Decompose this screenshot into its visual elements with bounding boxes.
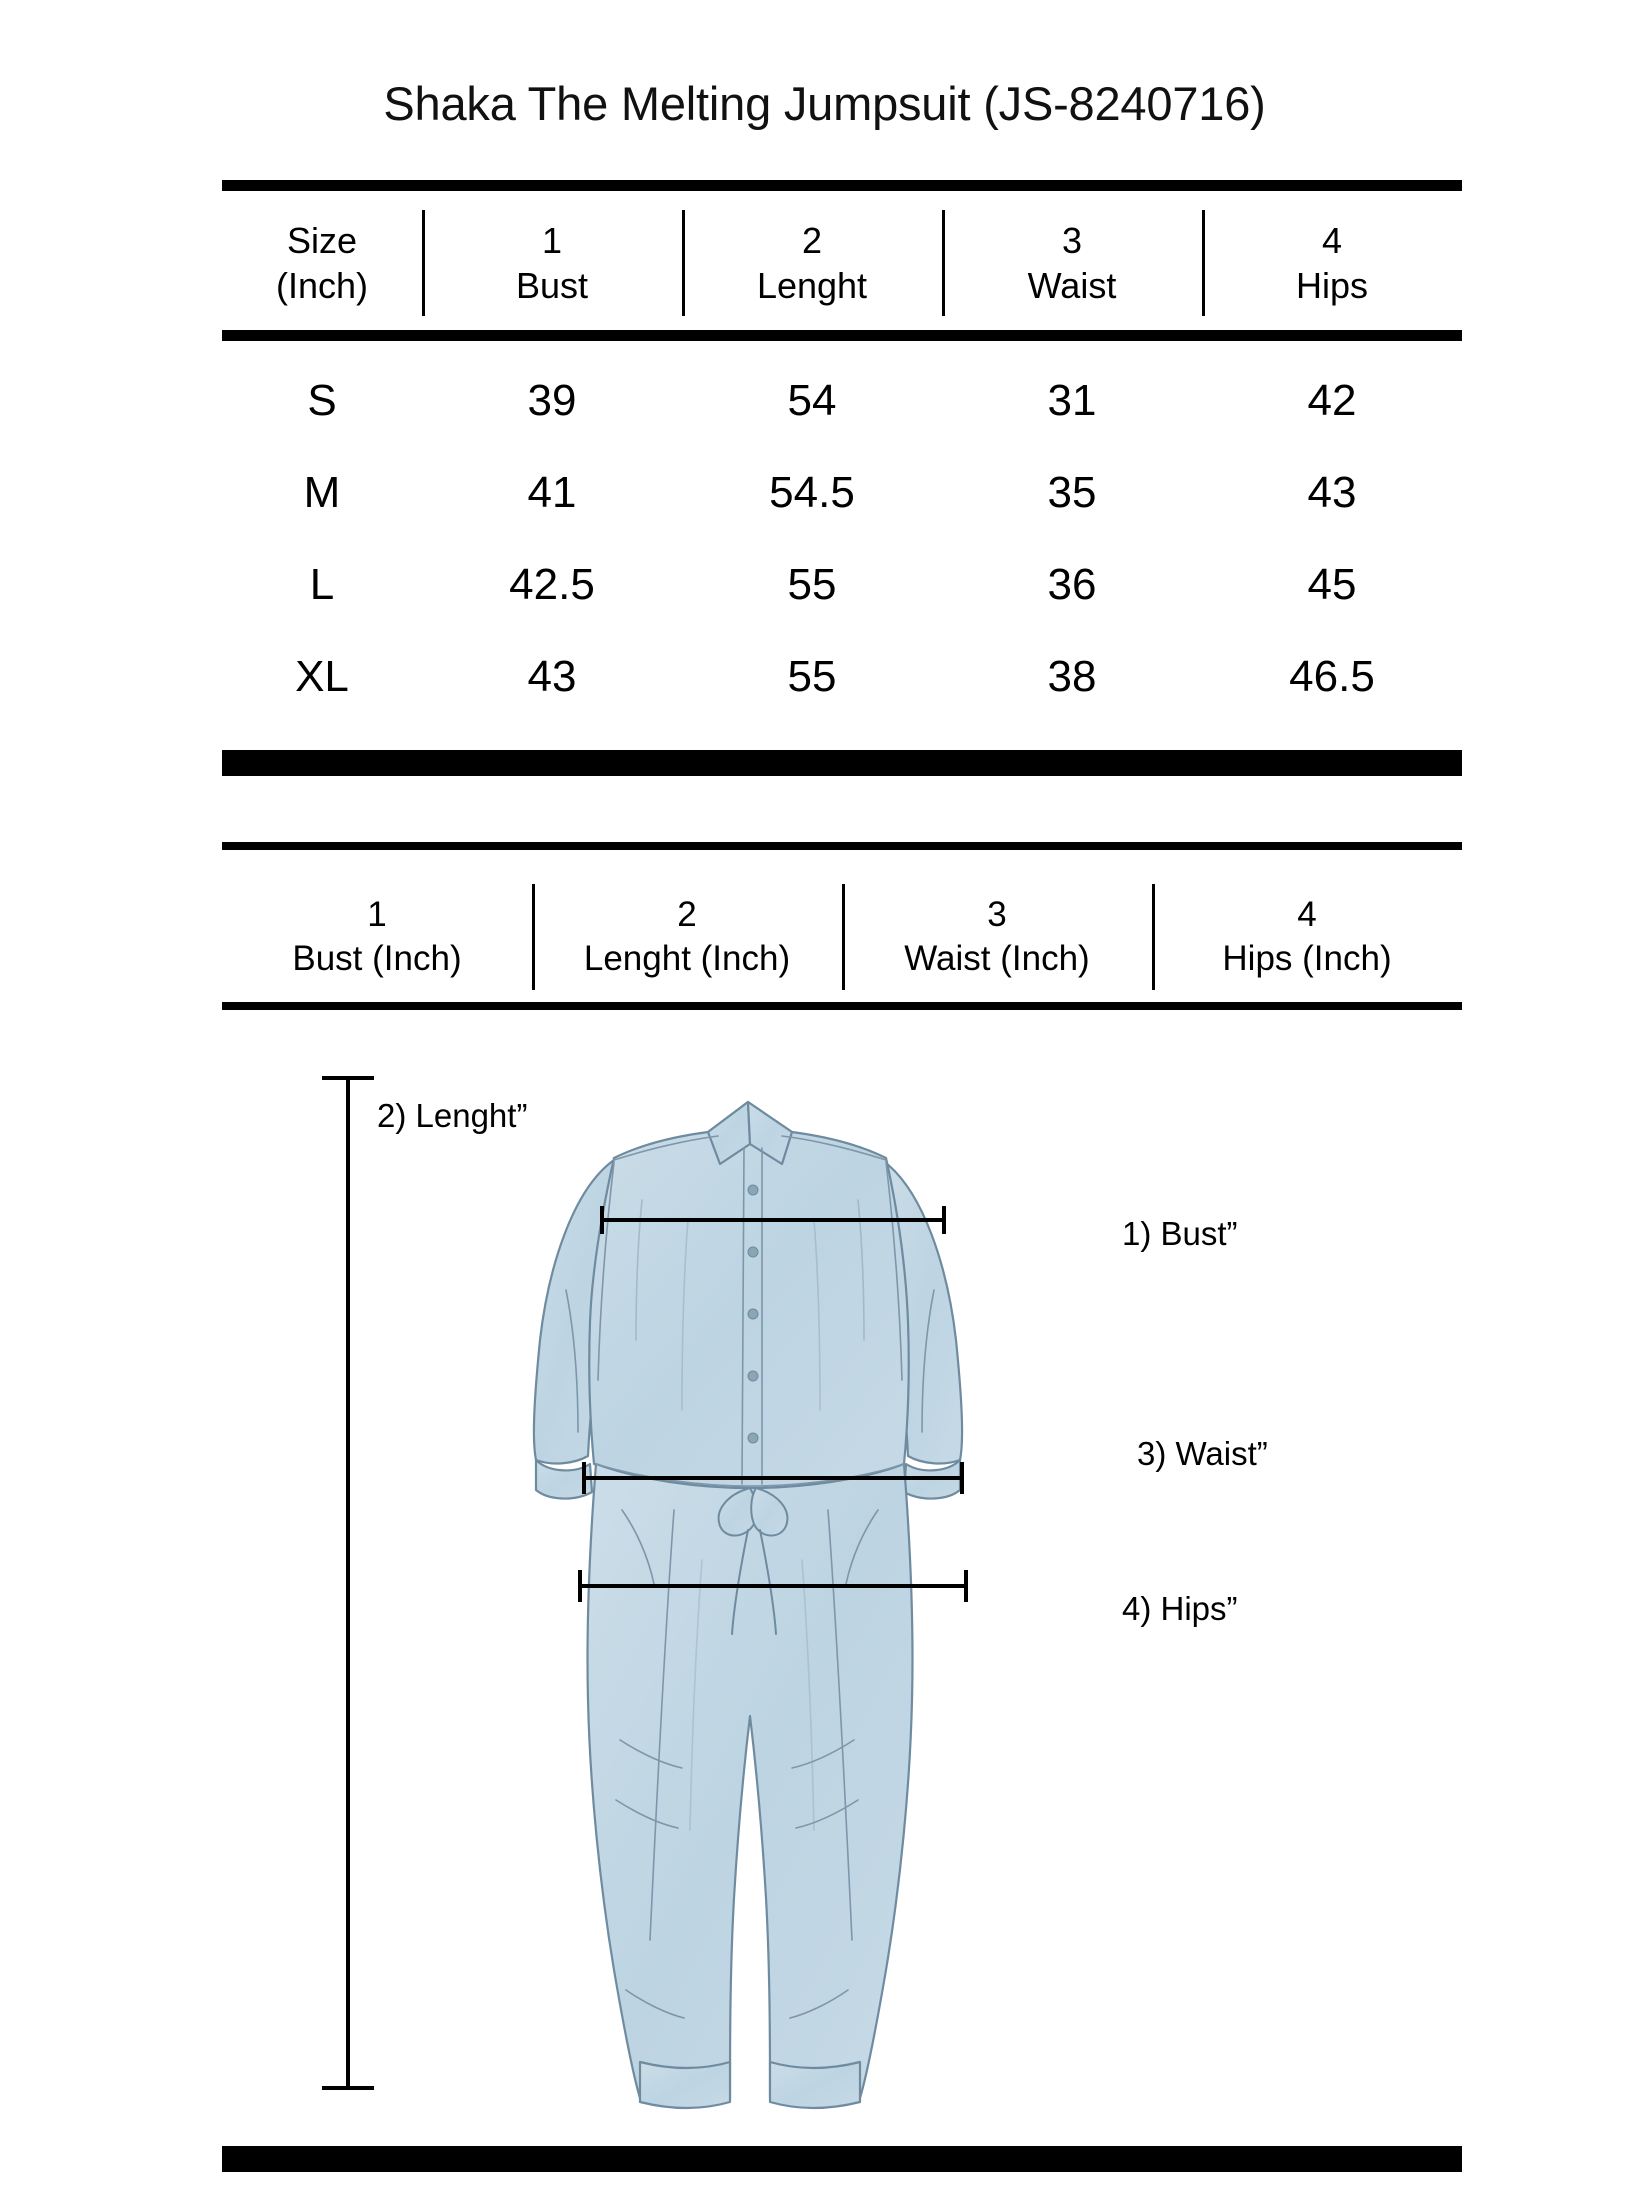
header-waist-label: Waist: [1027, 265, 1117, 306]
header-cell-size: [222, 198, 422, 328]
legend-bust-number: 1: [367, 895, 387, 935]
column-divider: [532, 884, 535, 990]
legend-top-rule: [222, 842, 1462, 850]
label-length: 2) Lenght”: [377, 1097, 528, 1134]
cell-waist: 35: [1047, 468, 1097, 517]
label-waist: 3) Waist”: [1137, 1435, 1268, 1472]
legend-cell-hips: [1152, 872, 1462, 1002]
header-hips-label: Hips: [1295, 265, 1369, 306]
label-hips: 4) Hips”: [1122, 1590, 1238, 1627]
cell-waist: 38: [1047, 652, 1097, 701]
page-title: Shaka The Melting Jumpsuit (JS-8240716): [383, 77, 1266, 130]
column-divider: [1152, 884, 1155, 990]
cell-size: S: [307, 376, 337, 425]
cell-lenght: 55: [787, 652, 837, 701]
legend-bust-label: Bust (Inch): [292, 939, 462, 978]
header-cell-lenght: [682, 198, 942, 328]
page-bottom-bar: [222, 2146, 1462, 2172]
cell-bust: 39: [527, 376, 577, 425]
cell-bust: 41: [527, 468, 577, 517]
size-table-body: [222, 355, 1462, 723]
header-size-line1: Size: [286, 220, 358, 261]
cell-hips: 45: [1307, 560, 1357, 609]
header-cell-waist: [942, 198, 1202, 328]
cell-lenght: 55: [787, 560, 837, 609]
header-cell-bust: [422, 198, 682, 328]
cell-size: XL: [295, 652, 349, 701]
header-bust-number: 1: [541, 220, 563, 261]
legend-hips-number: 4: [1297, 895, 1317, 935]
cell-hips: 46.5: [1289, 652, 1375, 701]
legend-cell-waist: [842, 872, 1152, 1002]
cell-lenght: 54.5: [769, 468, 855, 517]
table-top-rule: [222, 180, 1462, 191]
cell-bust: 43: [527, 652, 577, 701]
cell-waist: 31: [1047, 376, 1097, 425]
column-divider: [682, 210, 685, 316]
legend-waist-number: 3: [987, 895, 1007, 935]
legend-cell-bust: [222, 872, 532, 1002]
header-size-line2: (Inch): [275, 265, 369, 306]
table-row: [222, 631, 1462, 723]
cell-size: M: [303, 468, 341, 517]
header-bust-label: Bust: [515, 265, 589, 306]
size-table-header: [222, 198, 1462, 328]
column-divider: [422, 210, 425, 316]
header-lenght-label: Lenght: [756, 265, 868, 306]
legend-bottom-rule: [222, 1002, 1462, 1010]
legend-hips-label: Hips (Inch): [1222, 939, 1392, 978]
legend-waist-label: Waist (Inch): [904, 939, 1090, 978]
column-divider: [842, 884, 845, 990]
cell-size: L: [309, 560, 335, 609]
cell-lenght: 54: [787, 376, 837, 425]
table-row: [222, 539, 1462, 631]
label-bust: 1) Bust”: [1122, 1215, 1238, 1252]
legend-cell-lenght: [532, 872, 842, 1002]
garment-diagram: [222, 1040, 1462, 2120]
legend-lenght-number: 2: [677, 895, 697, 935]
column-divider: [1202, 210, 1205, 316]
jumpsuit-illustration: [222, 1040, 1462, 2120]
header-waist-number: 3: [1061, 220, 1083, 261]
cell-waist: 36: [1047, 560, 1097, 609]
table-bottom-bar: [222, 750, 1462, 776]
column-divider: [942, 210, 945, 316]
header-hips-number: 4: [1321, 220, 1343, 261]
header-cell-hips: [1202, 198, 1462, 328]
table-header-rule: [222, 330, 1462, 341]
header-lenght-number: 2: [801, 220, 823, 261]
legend-lenght-label: Lenght (Inch): [583, 939, 791, 978]
table-row: [222, 447, 1462, 539]
table-row: [222, 355, 1462, 447]
cell-hips: 42: [1307, 376, 1357, 425]
cell-bust: 42.5: [509, 560, 595, 609]
legend-table: [222, 872, 1462, 1002]
cell-hips: 43: [1307, 468, 1357, 517]
